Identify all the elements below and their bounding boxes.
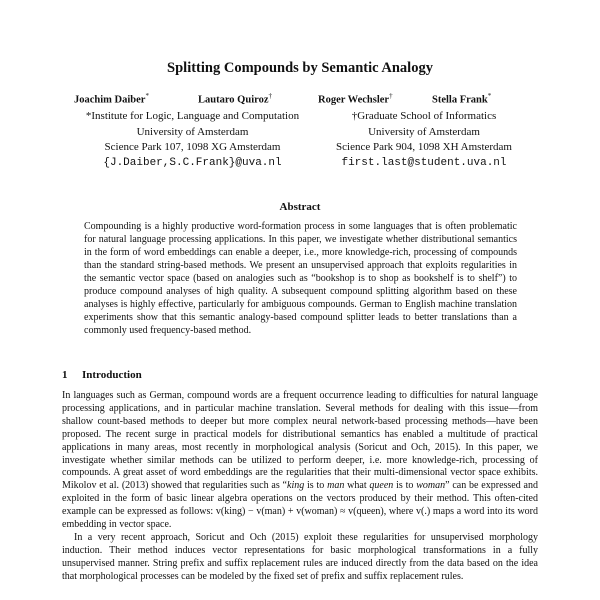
author-2 (198, 92, 272, 106)
affiliation-email: first.last@student.uva.nl (341, 156, 507, 169)
author-1 (74, 92, 149, 106)
section-number: 1 (62, 369, 68, 381)
affiliation-right (318, 109, 530, 171)
text-run: is to (393, 480, 417, 492)
abstract-text: Compounding is a highly productive word-formation process in some languages that is often problematic for natural language processing applications. In this paper, we investigate whether distributional semantics in the form of word embeddings can enable a deeper, i.e., more knowledge-rich, processing of compounds than the standard string-based methods. We present an unsupervised approach that exploits regularities in the semantic vector space (based on analogies such as “bookshop is to shop as bookshelf is to shelf”) to produce compound analyses of high quality. A subsequent compound splitting algorithm based on these analyses is highly effective, particularly for ambiguous compounds. German to English machine translation experiments show that this semantic analogy-based compound splitter leads to better translations than a commonly used frequency-based method. (84, 221, 517, 336)
affiliation-email: {J.Daiber,S.C.Frank}@uva.nl (103, 156, 282, 169)
affiliation-line: University of Amsterdam (368, 125, 480, 138)
emphasis: woman (416, 480, 446, 492)
text-run: ” can be expressed and exploited in the form of basic linear algebra operations on the vectors produced by their method. This often-cited example can be expressed as follows: (62, 480, 538, 518)
author-name: Joachim Daiber (74, 94, 146, 106)
paragraph: In a very recent approach, Soricut and Och (2015) exploit these regularities for unsupervised morphology induction. Their method induces vector representations for basic morphological transformations in a fully unsupervised manner. String prefix and suffix replacement rules are induced directly from the data based on the idea that morphological processes can be modeled by the fixed set of prefix and suffix replacement rules. (62, 531, 538, 582)
section-heading (62, 369, 142, 381)
author-name: Roger Wechsler (318, 94, 390, 106)
text-run: is to (304, 480, 328, 492)
emphasis: king (287, 480, 305, 492)
abstract-heading: Abstract (279, 201, 321, 213)
affiliation-left (70, 109, 315, 171)
section-title: Introduction (82, 369, 142, 381)
author-4 (432, 92, 491, 106)
formula: v(.) (416, 506, 431, 518)
author-mark: * (145, 92, 149, 100)
emphasis: man (327, 480, 345, 492)
author-3 (318, 92, 393, 106)
affiliation-line: Science Park 107, 1098 XG Amsterdam (104, 141, 281, 153)
paper-title: Splitting Compounds by Semantic Analogy (167, 60, 433, 76)
author-name: Stella Frank (432, 94, 488, 106)
author-mark: † (268, 92, 272, 100)
emphasis: queen (369, 480, 394, 492)
author-name: Lautaro Quiroz (198, 94, 269, 106)
text-run: maps a word into its word embedding in vector space. (62, 506, 538, 531)
affiliation-line: University of Amsterdam (136, 125, 249, 138)
text-run: , where (383, 506, 417, 518)
affiliation-line: †Graduate School of Informatics (351, 110, 497, 122)
paragraph (62, 390, 538, 532)
text-run: In languages such as German, compound words are a frequent occurrence leading to difficulties for natural language processing applications, and in particular machine translation. Several methods for dealing with this issue—from shallow count-based methods to deeper but more complex neural network-based processing methods—have been proposed. The recent surge in practical models for distributional semantics has enabled a multitude of practical applications in many areas, most recently in morphological analysis (Soricut and Och, 2015). In this paper, we investigate whether similar methods can be utilized to perform deeper, i.e. more knowledge-rich, processing of compounds. A great asset of word embeddings are the regularities that their multi-dimensional vector space exhibits. Mikolov et al. (2013) showed that regularities such as “ (62, 390, 538, 492)
affiliation-line: *Institute for Logic, Language and Computation (85, 110, 300, 122)
text-run: what (344, 480, 370, 492)
formula: v(king) − v(man) + v(woman) ≈ v(queen) (215, 506, 384, 518)
section-body (62, 390, 538, 584)
affiliation-line: Science Park 904, 1098 XH Amsterdam (336, 141, 512, 153)
author-mark: * (487, 92, 492, 100)
author-mark: † (389, 92, 393, 100)
